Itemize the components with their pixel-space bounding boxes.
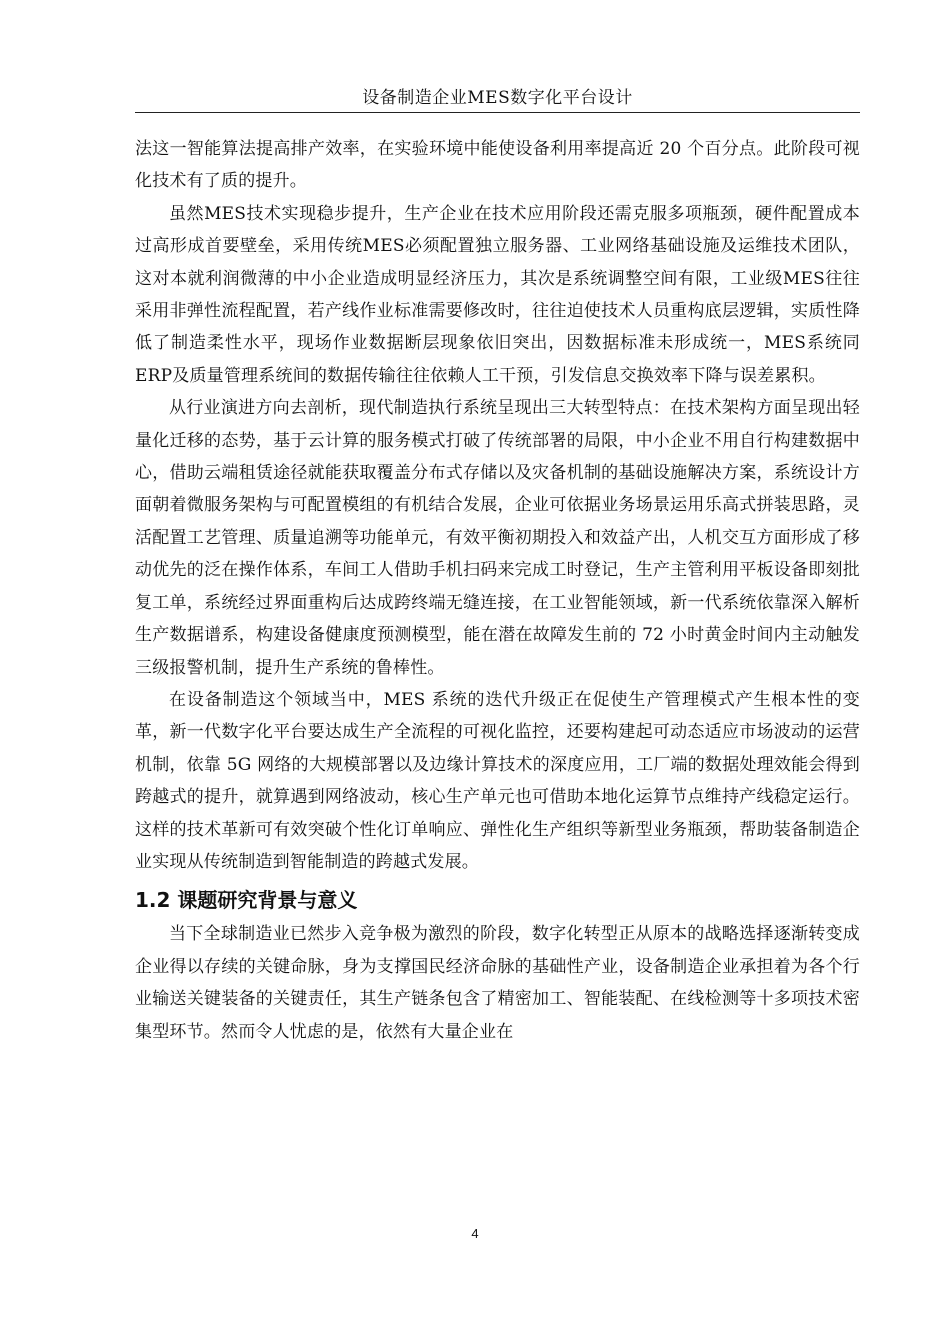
body-content xyxy=(135,133,860,1048)
running-header: 设备制造企业MES数字化平台设计 xyxy=(362,88,633,108)
paragraph-mes-upgrade: 在设备制造这个领域当中，MES 系统的迭代升级正在促使生产管理模式产生根本性的变革，新一代数字化平台要达成生产全流程的可视化监控，还要构建起可动态适应市场波动的运营机制，依靠 5G 网络的大规模部署以及边缘计算技术的深度应用，工厂端的数据处理效能会得到跨越式的提升，就算遇到网络波动，核心生产单元也可借助本地化运算节点维持产线稳定运行。这样的技术革新可有效突破个性化订单响应、弹性化生产组织等新型业务瓶颈，帮助装备制造企业实现从传统制造到智能制造的跨越式发展。 xyxy=(135,689,860,872)
paragraph-continuation: 法这一智能算法提高排产效率，在实验环境中能使设备利用率提高近 20 个百分点。此阶段可视化技术有了质的提升。 xyxy=(135,139,860,192)
header-divider xyxy=(135,112,860,113)
paragraph-industry-trends: 从行业演进方向去剖析，现代制造执行系统呈现出三大转型特点：在技术架构方面呈现出轻量化迁移的态势，基于云计算的服务模式打破了传统部署的局限，中小企业不用自行构建数据中心，借助云端租赁途径就能获取覆盖分布式存储以及灾备机制的基础设施解决方案，系统设计方面朝着微服务架构与可配置模组的有机结合发展，企业可依据业务场景运用乐高式拼装思路，灵活配置工艺管理、质量追溯等功能单元，有效平衡初期投入和效益产出，人机交互方面形成了移动优先的泛在操作体系，车间工人借助手机扫码来完成工时登记，生产主管利用平板设备即刻批复工单，系统经过界面重构后达成跨终端无缝连接，在工业智能领域，新一代系统依靠深入解析生产数据谱系，构建设备健康度预测模型，能在潜在故障发生前的 72 小时黄金时间内主动触发三级报警机制，提升生产系统的鲁棒性。 xyxy=(135,398,860,678)
page-number: 4 xyxy=(471,1226,479,1241)
paragraph-research-background: 当下全球制造业已然步入竞争极为激烈的阶段，数字化转型正从原本的战略选择逐渐转变成企业得以存续的关键命脉，身为支撑国民经济命脉的基础性产业，设备制造企业承担着为各个行业输送关键装备的关键责任，其生产链条包含了精密加工、智能装配、在线检测等十多项技术密集型环节。然而令人忧虑的是，依然有大量企业在 xyxy=(135,924,860,1042)
paragraph-mes-bottlenecks: 虽然MES技术实现稳步提升，生产企业在技术应用阶段还需克服多项瓶颈，硬件配置成本过高形成首要壁垒，采用传统MES必须配置独立服务器、工业网络基础设施及运维技术团队，这对本就利润微薄的中小企业造成明显经济压力，其次是系统调整空间有限，工业级MES往往采用非弹性流程配置，若产线作业标准需要修改时，往往迫使技术人员重构底层逻辑，实质性降低了制造柔性水平，现场作业数据断层现象依旧突出，因数据标准未形成统一，MES系统同ERP及质量管理系统间的数据传输往往依赖人工干预，引发信息交换效率下降与误差累积。 xyxy=(135,203,860,386)
section-heading: 1.2 课题研究背景与意义 xyxy=(135,888,358,913)
